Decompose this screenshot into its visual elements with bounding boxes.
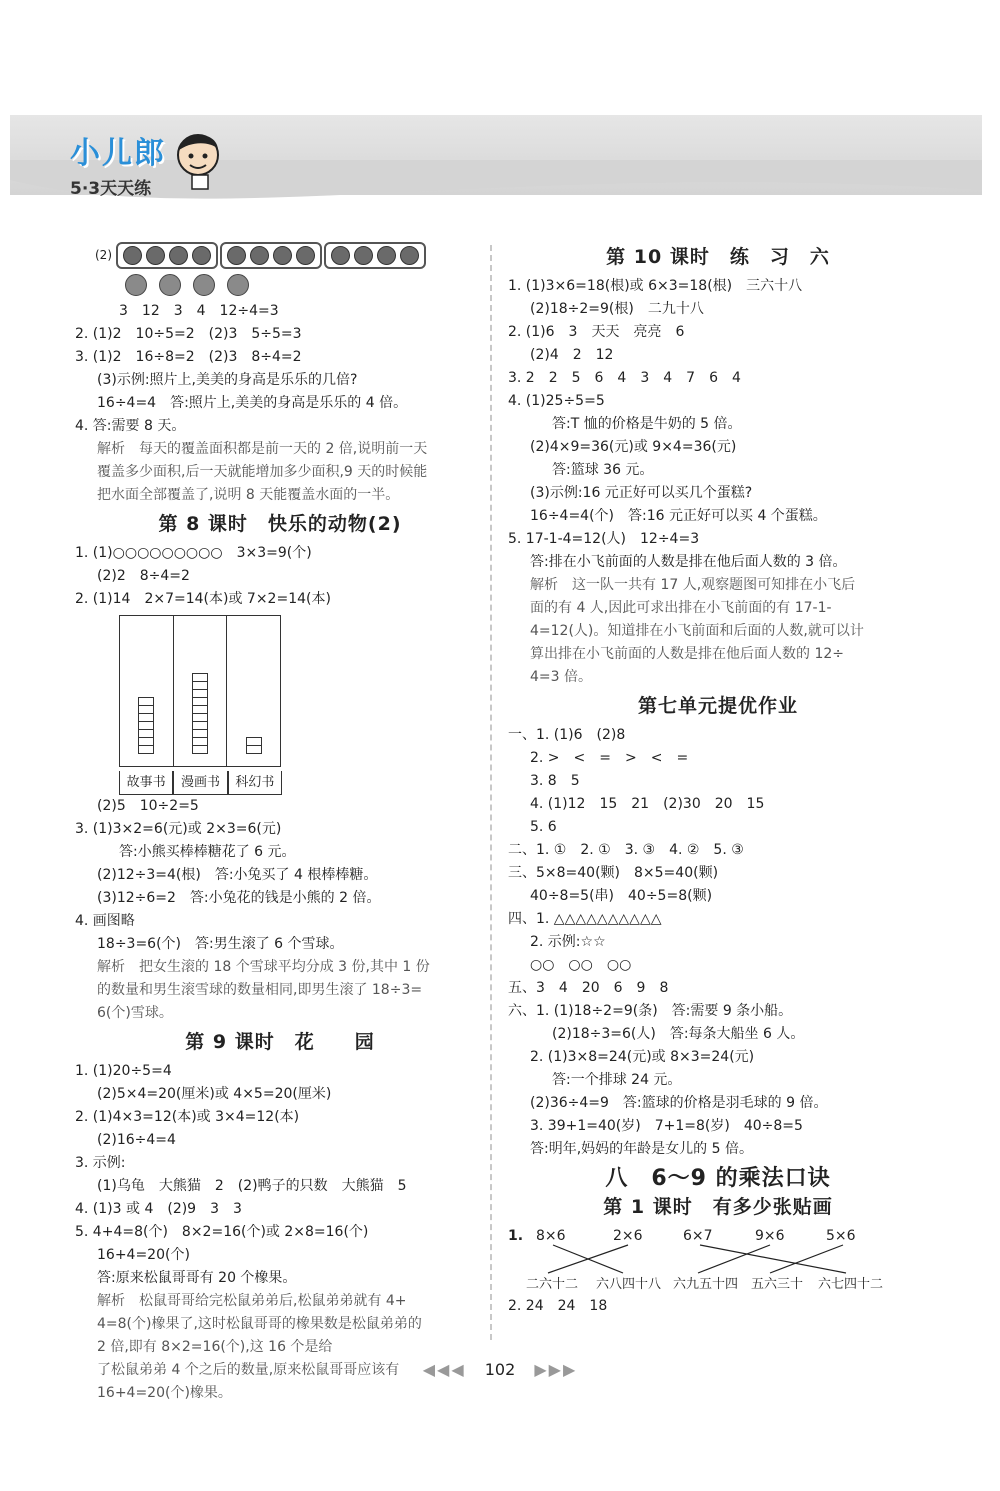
fruit-group bbox=[116, 242, 218, 269]
bar-unit bbox=[192, 713, 208, 721]
fruit-groups bbox=[95, 240, 485, 270]
bar-stack bbox=[192, 673, 208, 754]
answer-line: 3. 2 2 5 6 4 3 4 7 6 4 bbox=[508, 370, 741, 386]
item-number: 1. bbox=[508, 1228, 524, 1244]
answer-line: (2)18÷3=6(人) 答:每条大船坐 6 人。 bbox=[552, 1026, 805, 1042]
bar-unit bbox=[138, 697, 154, 705]
answer-line: 2. 示例:☆☆ bbox=[530, 934, 606, 950]
answer-line: 5. 6 bbox=[530, 819, 557, 835]
answer-line: 5. 4+4=8(个) 8×2=16(个)或 2×8=16(个) bbox=[75, 1224, 369, 1240]
answer-line: 1. (1)○○○○○○○○○ 3×3=9(个) bbox=[75, 545, 312, 561]
section-title: 第 10 课时 练 习 六 bbox=[606, 246, 830, 268]
answer-line: 一、1. (1)6 (2)8 bbox=[508, 727, 626, 743]
bar-unit bbox=[138, 721, 154, 729]
bar-stack bbox=[246, 737, 262, 754]
answer-line: 18÷3=6(个) 答:男生滚了 6 个雪球。 bbox=[97, 936, 344, 952]
explanation-line: 解析 这一队一共有 17 人,观察题图可知排在小飞后 bbox=[530, 577, 856, 593]
bar-unit bbox=[192, 745, 208, 754]
answer-line: (2)16÷4=4 bbox=[97, 1132, 176, 1148]
answer-line: 40÷8=5(串) 40÷5=8(颗) bbox=[530, 888, 713, 904]
match-top: 8×6 bbox=[536, 1228, 566, 1244]
bar-unit bbox=[192, 673, 208, 681]
chart-label: 漫画书 bbox=[173, 771, 227, 795]
explanation bbox=[75, 438, 485, 507]
answer-line: 4. (1)3 或 4 (2)9 3 3 bbox=[75, 1201, 242, 1217]
page-footer bbox=[0, 1360, 1000, 1379]
bar-unit bbox=[192, 689, 208, 697]
bar-unit bbox=[192, 681, 208, 689]
match-top: 2×6 bbox=[613, 1228, 643, 1244]
matching-exercise bbox=[508, 1225, 928, 1295]
answer-line: 2. (1)3×8=24(元)或 8×3=24(元) bbox=[530, 1049, 755, 1065]
section-title: 第 8 课时 快乐的动物(2) bbox=[158, 513, 402, 535]
explanation-line: 解析 每天的覆盖面积都是前一天的 2 倍,说明前一天 bbox=[97, 441, 428, 457]
bar-unit bbox=[192, 721, 208, 729]
answer-line: 3. 8 5 bbox=[530, 773, 580, 789]
bar-unit bbox=[138, 737, 154, 745]
answer-line: 答:明年,妈妈的年龄是女儿的 5 倍。 bbox=[530, 1141, 753, 1157]
answer-line: 4. 画图略 bbox=[75, 913, 135, 929]
answer-line: 2. 24 24 18 bbox=[508, 1298, 608, 1314]
answer-line: 16÷4=4(个) 答:16 元正好可以买 4 个蛋糕。 bbox=[530, 508, 827, 524]
explanation-line: 的数量和男生滚雪球的数量相同,即男生滚了 18÷3= bbox=[97, 982, 423, 998]
answer-line: 五、3 4 20 6 9 8 bbox=[508, 980, 669, 996]
answer-line: 2. (1)4×3=12(本)或 3×4=12(本) bbox=[75, 1109, 300, 1125]
match-top: 9×6 bbox=[755, 1228, 785, 1244]
explanation-line: 2 倍,即有 8×2=16(个),这 16 个是给 bbox=[97, 1339, 333, 1355]
answer-line: 二、1. ① 2. ① 3. ③ 4. ② 5. ③ bbox=[508, 842, 744, 858]
answer-line: (2)18÷2=9(根) 二九十八 bbox=[530, 301, 704, 317]
answer-line: 六、1. (1)18÷2=9(条) 答:需要 9 条小船。 bbox=[508, 1003, 793, 1019]
answer-line: (3)示例:16 元正好可以买几个蛋糕? bbox=[530, 485, 753, 501]
prev-arrow-icon: ◀◀◀ bbox=[422, 1360, 466, 1379]
bar-unit bbox=[138, 705, 154, 713]
explanation bbox=[75, 956, 485, 1025]
chart-labels bbox=[119, 771, 282, 795]
bar-unit bbox=[138, 745, 154, 754]
match-bottom: 六七四十二 bbox=[818, 1277, 884, 1292]
bar-chart bbox=[119, 615, 281, 767]
brand-subtitle: 5·3天天练 bbox=[70, 179, 152, 199]
answer-line: (3)12÷6=2 答:小兔花的钱是小熊的 2 倍。 bbox=[97, 890, 381, 906]
answer-line: 2. > < = > < = bbox=[530, 750, 689, 766]
answer-line: 3. (1)2 16÷8=2 (2)3 8÷4=2 bbox=[75, 349, 302, 365]
right-column bbox=[508, 240, 928, 1318]
fruit-group bbox=[324, 242, 426, 269]
answer-line: 2. (1)6 3 天天 亮亮 6 bbox=[508, 324, 685, 340]
bar-unit bbox=[192, 697, 208, 705]
answer-line: 1. (1)20÷5=4 bbox=[75, 1063, 172, 1079]
answer-line: 三、5×8=40(颗) 8×5=40(颗) bbox=[508, 865, 719, 881]
fruit-group bbox=[220, 242, 322, 269]
answer-line: 答:一个排球 24 元。 bbox=[552, 1072, 682, 1088]
brand-title: 小儿郎 bbox=[70, 136, 166, 171]
fruit-row-bottom bbox=[119, 270, 485, 300]
explanation-line: 16+4=20(个)橡果。 bbox=[97, 1385, 232, 1401]
answer-line: 16+4=20(个) bbox=[97, 1247, 190, 1263]
explanation-line: 了松鼠弟弟 4 个之后的数量,原来松鼠哥哥应该有 bbox=[97, 1362, 400, 1378]
answer-line: (3)示例:照片上,美美的身高是乐乐的几倍? bbox=[97, 372, 358, 388]
section-title: 第 1 课时 有多少张贴画 bbox=[603, 1196, 833, 1218]
answer-line: (2)36÷4=9 答:篮球的价格是羽毛球的 9 倍。 bbox=[530, 1095, 828, 1111]
explanation-line: 4=12(人)。知道排在小飞前面和后面的人数,就可以计 bbox=[530, 623, 864, 639]
answer-line: 2. (1)2 10÷5=2 (2)3 5÷5=3 bbox=[75, 326, 302, 342]
explanation-line: 4=3 倍。 bbox=[530, 669, 592, 685]
explanation bbox=[75, 1290, 485, 1405]
column-divider bbox=[490, 245, 492, 1340]
chart-column bbox=[120, 616, 174, 766]
answer-line: (2)4 2 12 bbox=[530, 347, 614, 363]
explanation-line: 算出排在小飞前面的人数是排在他后面人数的 12÷ bbox=[530, 646, 844, 662]
answer-line: 答:小熊买棒棒糖花了 6 元。 bbox=[119, 844, 296, 860]
match-bottom: 六九五十四 bbox=[673, 1277, 739, 1292]
chart-label: 科幻书 bbox=[228, 771, 282, 795]
mascot-icon bbox=[170, 125, 226, 191]
answer-line: 4. (1)12 15 21 (2)30 20 15 bbox=[530, 796, 765, 812]
chart-column bbox=[174, 616, 228, 766]
match-bottom: 六八四十八 bbox=[596, 1277, 662, 1292]
explanation-line: 把水面全部覆盖了,说明 8 天能覆盖水面的一半。 bbox=[97, 487, 400, 503]
answer-line: 3. 示例: bbox=[75, 1155, 126, 1171]
explanation-line: 解析 把女生滚的 18 个雪球平均分成 3 份,其中 1 份 bbox=[97, 959, 430, 975]
answer-line: 3 12 3 4 12÷4=3 bbox=[119, 303, 279, 319]
bar-unit bbox=[192, 729, 208, 737]
bar-unit bbox=[246, 737, 262, 745]
answer-line: 1. (1)3×6=18(根)或 6×3=18(根) 三六十八 bbox=[508, 278, 803, 294]
explanation-line: 6(个)雪球。 bbox=[97, 1005, 173, 1021]
unit-title: 八 6～9 的乘法口诀 bbox=[605, 1166, 831, 1191]
explanation-line: 覆盖多少面积,后一天就能增加多少面积,9 天的时候能 bbox=[97, 464, 428, 480]
answer-line: (2)5×4=20(厘米)或 4×5=20(厘米) bbox=[97, 1086, 332, 1102]
answer-line: (2)2 8÷4=2 bbox=[97, 568, 190, 584]
chart-column bbox=[227, 616, 280, 766]
answer-line: 2. (1)14 2×7=14(本)或 7×2=14(本) bbox=[75, 591, 331, 607]
explanation bbox=[508, 574, 928, 689]
section-title: 第 9 课时 花 园 bbox=[185, 1031, 375, 1053]
answer-line: 答:原来松鼠哥哥有 20 个橡果。 bbox=[97, 1270, 297, 1286]
answer-line: 答:T 恤的价格是牛奶的 5 倍。 bbox=[552, 416, 742, 432]
answer-line: 3. (1)3×2=6(元)或 2×3=6(元) bbox=[75, 821, 282, 837]
match-bottom: 五六三十 bbox=[751, 1277, 804, 1292]
answer-line: 答:排在小飞前面的人数是排在他后面人数的 3 倍。 bbox=[530, 554, 847, 570]
bar-unit bbox=[138, 729, 154, 737]
match-top: 5×6 bbox=[826, 1228, 856, 1244]
match-lines bbox=[508, 1243, 918, 1275]
answer-line: (2)12÷3=4(根) 答:小兔买了 4 根棒棒糖。 bbox=[97, 867, 378, 883]
bar-unit bbox=[138, 713, 154, 721]
explanation-line: 解析 松鼠哥哥给完松鼠弟弟后,松鼠弟弟就有 4+ bbox=[97, 1293, 407, 1309]
match-top: 6×7 bbox=[683, 1228, 713, 1244]
bar-unit bbox=[246, 745, 262, 754]
item-label: (2) bbox=[95, 247, 112, 262]
bar-unit bbox=[192, 737, 208, 745]
section-title: 第七单元提优作业 bbox=[637, 695, 798, 717]
answer-line: 答:篮球 36 元。 bbox=[552, 462, 654, 478]
left-column bbox=[75, 240, 485, 1405]
answer-line: 5. 17-1-4=12(人) 12÷4=3 bbox=[508, 531, 700, 547]
explanation-line: 4=8(个)橡果了,这时松鼠哥哥的橡果数是松鼠弟弟的 bbox=[97, 1316, 422, 1332]
page-number: 102 bbox=[484, 1360, 516, 1379]
answer-line: (2)5 10÷2=5 bbox=[97, 798, 199, 814]
answer-line: (1)乌龟 大熊猫 2 (2)鸭子的只数 大熊猫 5 bbox=[97, 1178, 407, 1194]
answer-line: 16÷4=4 答:照片上,美美的身高是乐乐的 4 倍。 bbox=[97, 395, 408, 411]
answer-line: 4. (1)25÷5=5 bbox=[508, 393, 605, 409]
next-arrow-icon: ▶▶▶ bbox=[534, 1360, 578, 1379]
answer-line: 4. 答:需要 8 天。 bbox=[75, 418, 186, 434]
bar-unit bbox=[192, 705, 208, 713]
explanation-line: 面的有 4 人,因此可求出排在小飞前面的有 17-1- bbox=[530, 600, 832, 616]
brand-logo bbox=[70, 128, 166, 199]
chart-label: 故事书 bbox=[119, 771, 173, 795]
answer-line: ○○ ○○ ○○ bbox=[530, 957, 632, 973]
answer-line: 3. 39+1=40(岁) 7+1=8(岁) 40÷8=5 bbox=[530, 1118, 803, 1134]
bar-stack bbox=[138, 697, 154, 754]
match-bottom: 二六十二 bbox=[526, 1277, 579, 1292]
answer-line: 四、1. △△△△△△△△△△ bbox=[508, 911, 662, 927]
answer-line: (2)4×9=36(元)或 9×4=36(元) bbox=[530, 439, 737, 455]
